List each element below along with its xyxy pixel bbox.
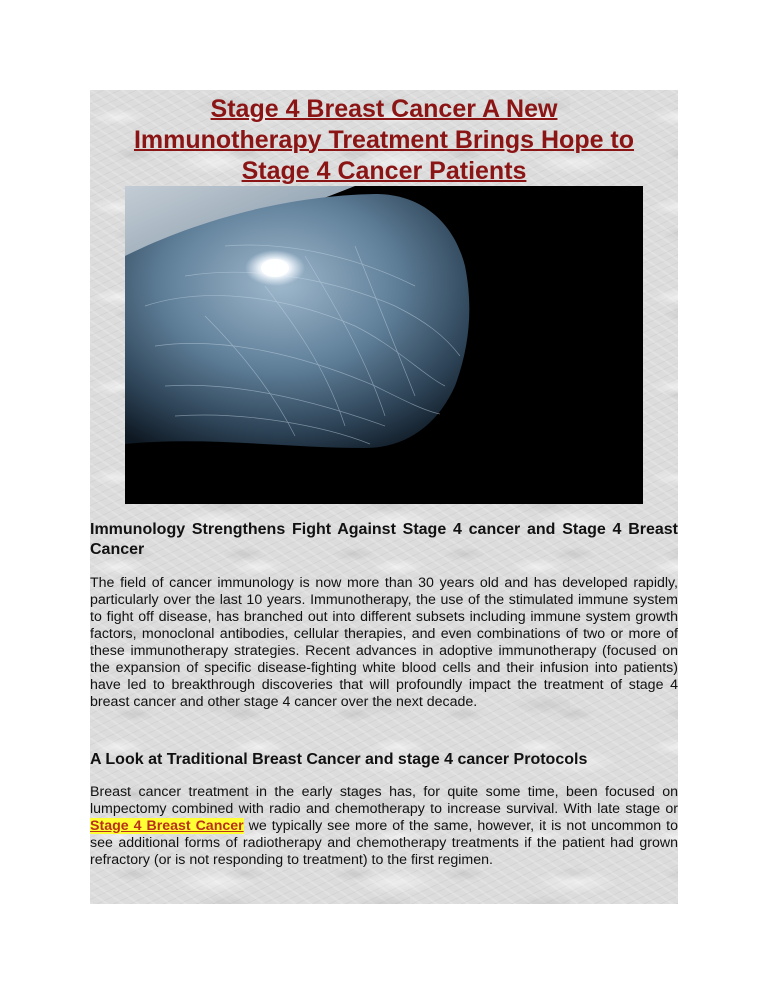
paragraph-immunology: The field of cancer immunology is now more than 30 years old and has developed rapidly, particularly over the last 10 years. Immunotherapy, the use of the stimulated immune system to fight off disease, has branched out into different subsets including immune system growth factors, monoclonal antibodies, cellular therapies, and even combinations of two or more of these immunotherapy strategies. Recent advances in adoptive immunotherapy (focused on the expansion of specific disease-fighting white blood cells and their infusion into patients) have led to breakthrough discoveries that will profoundly impact the treatment of stage 4 breast cancer and other stage 4 cancer over the next decade.	[90, 575, 678, 710]
paragraph-traditional-start: Breast cancer treatment in the early stages has, for quite some time, been focused on lumpectomy combined with radio and chemotherapy to increase survival. With late stage or	[90, 784, 678, 817]
mammogram-xray-image	[125, 186, 643, 504]
title-line-2: Immunotherapy Treatment Brings Hope to	[133, 126, 635, 154]
page-title	[90, 94, 678, 187]
title-line-3: Stage 4 Cancer Patients	[241, 157, 527, 185]
document-page	[90, 90, 678, 904]
paragraph-traditional	[90, 784, 678, 869]
paragraph-traditional-end: we typically see more of the same, however, it is not uncommon to see additional forms of radiotherapy and chemotherapy treatments if the patient had grown refractory (or is not responding to treatment) to the first regimen.	[90, 818, 678, 868]
stage-4-breast-cancer-link[interactable]: Stage 4 Breast Cancer	[90, 818, 244, 834]
section-heading-immunology: Immunology Strengthens Fight Against Stage 4 cancer and Stage 4 Breast Cancer	[90, 521, 678, 558]
title-line-1: Stage 4 Breast Cancer A New	[210, 95, 558, 123]
mammogram-xray-icon	[125, 186, 643, 504]
section-heading-traditional: A Look at Traditional Breast Cancer and stage 4 cancer Protocols	[90, 751, 588, 768]
